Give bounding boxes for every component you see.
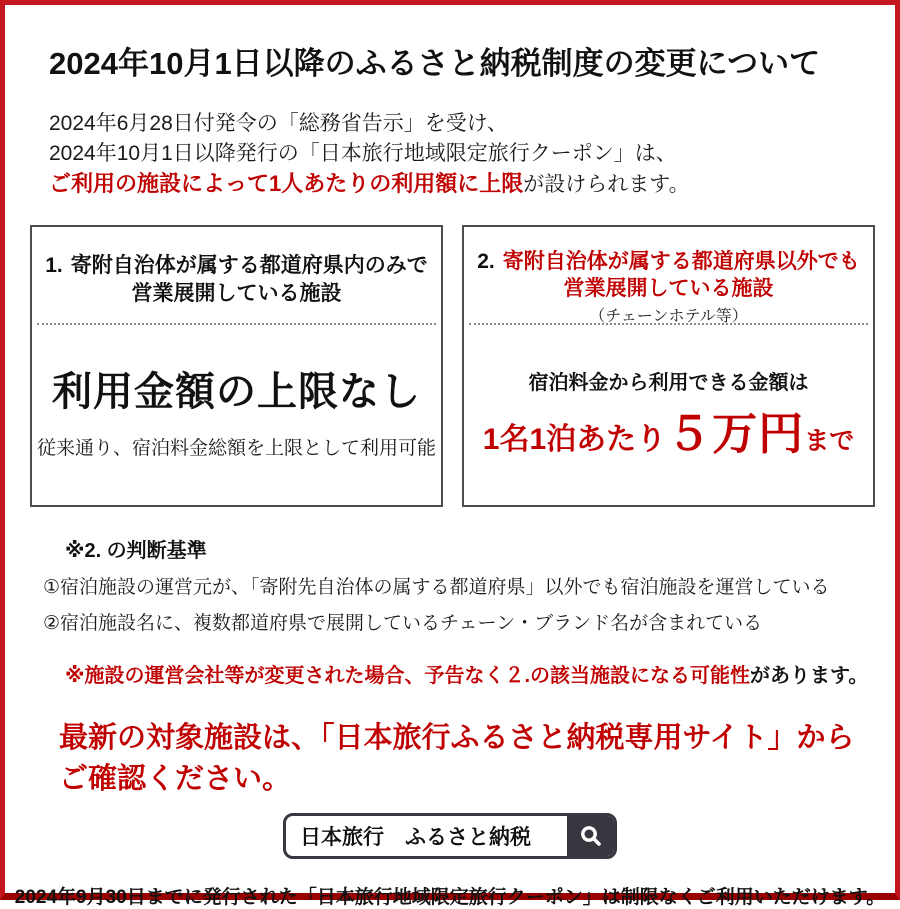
page-title: 2024年10月1日以降のふるさと納税制度の変更について <box>49 46 821 81</box>
cta-message <box>59 718 895 800</box>
criteria-item-2: ②宿泊施設名に、複数都道府県で展開しているチェーン・ブランド名が含まれている <box>43 613 763 634</box>
amount-suffix: まで <box>804 427 855 455</box>
amount-prefix: 1名1泊あたり <box>482 423 667 456</box>
rule-box-2 <box>462 225 875 507</box>
criteria-item-1: ①宿泊施設の運営元が、「寄附先自治体の属する都道府県」以外でも宿泊施設を運営している <box>43 577 830 598</box>
facility-warning-highlight: ※施設の運営会社等が変更された場合、予告なく２.の該当施設になる可能性 <box>65 665 750 687</box>
facility-warning <box>65 659 895 688</box>
search-button[interactable] <box>567 816 614 856</box>
intro-line-1: 2024年6月28日付発令の「総務省告示」を受け、 <box>49 112 508 135</box>
rule-boxes <box>30 225 875 507</box>
footer-note: 2024年9月30日までに発行された「日本旅行地域限定旅行クーポン」は制限なくご利用いただけます。 <box>14 887 886 908</box>
search-bar[interactable] <box>283 813 617 859</box>
cta-line-2: ご確認ください。 <box>59 763 292 795</box>
amount-value: ５万円 <box>666 408 805 459</box>
rule-box-2-heading <box>464 227 873 323</box>
rule-box-2-heading-line2: 営業展開している施設 <box>563 277 774 300</box>
intro-line-2: 2024年10月1日以降発行の「日本旅行地域限定旅行クーポン」は、 <box>49 142 677 165</box>
rule-box-1 <box>30 225 443 507</box>
rule-box-1-heading <box>32 227 441 323</box>
intro-paragraph <box>49 109 851 200</box>
rule-box-2-note: （チェーンホテル等） <box>589 308 748 325</box>
intro-line-3-rest: が設けられます。 <box>523 173 690 196</box>
cta-line-1: 最新の対象施設は、「日本旅行ふるさと納税専用サイト」から <box>59 722 855 754</box>
rule-box-2-number: 2. <box>477 250 495 273</box>
search-icon <box>578 823 604 849</box>
facility-warning-rest: があります。 <box>750 665 869 687</box>
rule-box-1-heading-line1: 寄附自治体が属する都道府県内のみで <box>70 254 428 277</box>
rule-box-2-lead-text: 宿泊料金から利用できる金額は <box>528 372 809 394</box>
criteria-heading: ※2. の判断基準 <box>65 540 207 562</box>
search-input[interactable]: 日本旅行 ふるさと納税 <box>300 826 531 849</box>
rule-box-1-heading-line2: 営業展開している施設 <box>131 282 342 305</box>
rule-box-2-heading-line1: 寄附自治体が属する都道府県以外でも <box>502 250 860 273</box>
rule-box-1-number: 1. <box>45 254 63 277</box>
dotted-divider <box>37 323 436 325</box>
rule-box-1-main-text: 利用金額の上限なし <box>52 370 421 414</box>
intro-line-3-highlight: ご利用の施設によって1人あたりの利用額に上限 <box>49 171 524 196</box>
rule-box-2-amount-line <box>464 397 873 462</box>
rule-box-1-sub-text: 従来通り、宿泊料金総額を上限として利用可能 <box>36 438 436 459</box>
intro-line-3 <box>49 169 851 200</box>
